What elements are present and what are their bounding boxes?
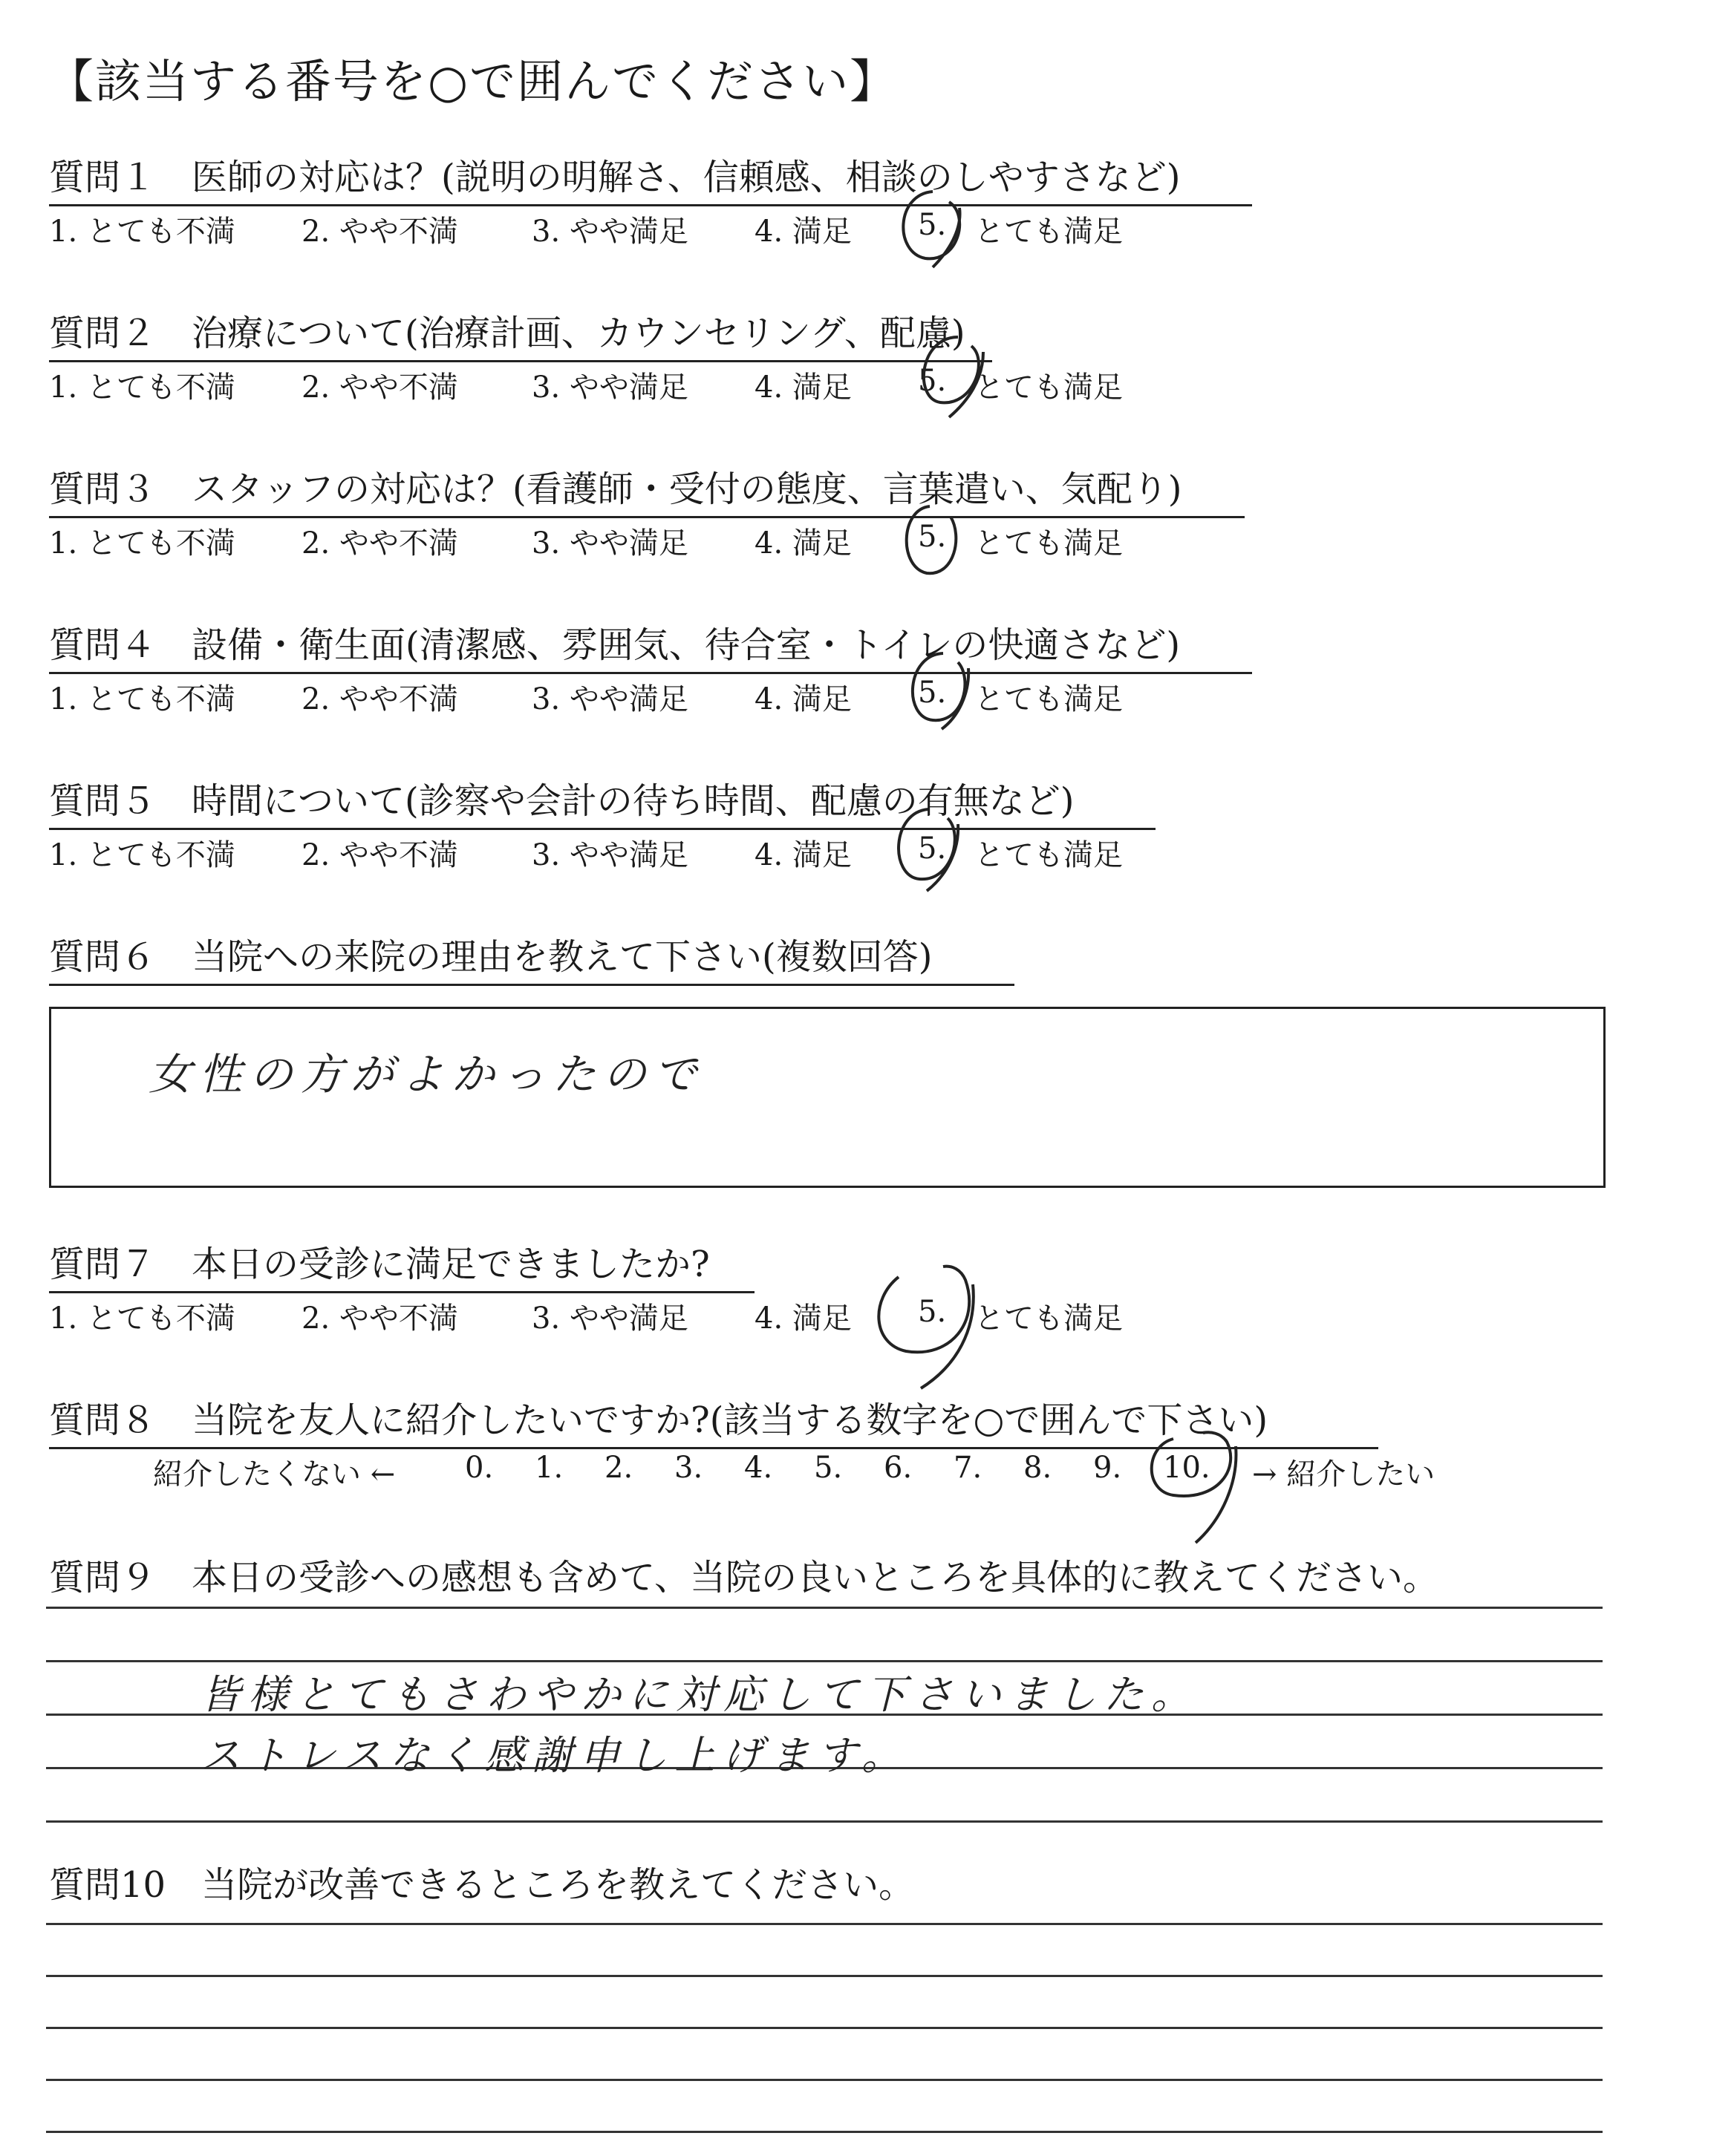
q8-option-6[interactable]: 6. xyxy=(884,1451,913,1485)
option-5-label: とても満足 xyxy=(974,370,1123,405)
q8-option-10[interactable]: 10. xyxy=(1163,1451,1210,1485)
q8-option-8[interactable]: 8. xyxy=(1023,1451,1052,1485)
option-2[interactable]: 2. やや不満 xyxy=(302,838,458,872)
answer-line xyxy=(46,2131,1603,2133)
q8-option-1[interactable]: 1. xyxy=(535,1451,564,1485)
option-3[interactable]: 3. やや満足 xyxy=(532,838,688,872)
q8-option-9[interactable]: 9. xyxy=(1093,1451,1122,1485)
option-5[interactable]: 5. xyxy=(918,364,947,398)
question-1-label: 質問１ 医師の対応は？(説明の明解さ、信頼感、相談のしやすさなど) xyxy=(49,148,1252,206)
q8-option-7[interactable]: 7. xyxy=(954,1451,982,1485)
option-4[interactable]: 4. 満足 xyxy=(755,1301,852,1336)
answer-circle-mark xyxy=(891,502,980,584)
option-5[interactable]: 5. xyxy=(918,520,947,554)
answer-line xyxy=(46,1820,1603,1823)
option-1[interactable]: 1. とても不満 xyxy=(49,526,235,561)
option-4[interactable]: 4. 満足 xyxy=(755,838,852,872)
option-5[interactable]: 5. xyxy=(918,208,947,242)
q8-option-5[interactable]: 5. xyxy=(814,1451,843,1485)
answer-line xyxy=(46,2079,1603,2081)
q8-right-label: → 紹介したい xyxy=(1252,1457,1435,1492)
question-10-label: 質問10 当院が改善できるところを教えてください。 xyxy=(49,1864,915,1906)
q9-handwritten-line-1: 皆様とてもさわやかに対応して下さいました。 xyxy=(201,1671,1199,1718)
question-4-label: 質問４ 設備・衛生面(清潔感、雰囲気、待合室・トイレの快適さなど) xyxy=(49,616,1252,674)
answer-line xyxy=(46,1660,1603,1662)
option-4[interactable]: 4. 満足 xyxy=(755,370,852,405)
option-2[interactable]: 2. やや不満 xyxy=(302,370,458,405)
q8-left-label: 紹介したくない ← xyxy=(153,1457,396,1492)
q8-option-4[interactable]: 4. xyxy=(744,1451,773,1485)
option-1[interactable]: 1. とても不満 xyxy=(49,215,235,249)
answer-circle-mark xyxy=(869,1255,1003,1403)
q8-option-2[interactable]: 2. xyxy=(604,1451,633,1485)
option-1[interactable]: 1. とても不満 xyxy=(49,1301,235,1336)
option-1[interactable]: 1. とても不満 xyxy=(49,370,235,405)
answer-line xyxy=(46,1607,1603,1609)
answer-circle-mark xyxy=(906,327,995,423)
q8-option-3[interactable]: 3. xyxy=(674,1451,703,1485)
option-5-label: とても満足 xyxy=(974,682,1123,716)
option-5-label: とても満足 xyxy=(974,838,1123,872)
option-5-label: とても満足 xyxy=(974,1301,1123,1336)
option-2[interactable]: 2. やや不満 xyxy=(302,1301,458,1336)
option-5[interactable]: 5. xyxy=(918,832,947,866)
q6-handwritten-answer: 女性の方がよかったので xyxy=(149,1049,705,1100)
answer-circle-mark xyxy=(888,186,977,275)
option-4[interactable]: 4. 満足 xyxy=(755,526,852,561)
option-4[interactable]: 4. 満足 xyxy=(755,682,852,716)
option-2[interactable]: 2. やや不満 xyxy=(302,215,458,249)
option-5-label: とても満足 xyxy=(974,526,1123,561)
option-3[interactable]: 3. やや満足 xyxy=(532,526,688,561)
option-1[interactable]: 1. とても不満 xyxy=(49,682,235,716)
option-3[interactable]: 3. やや満足 xyxy=(532,370,688,405)
question-5-label: 質問５ 時間について(診察や会計の待ち時間、配慮の有無など) xyxy=(49,772,1156,830)
answer-line xyxy=(46,2027,1603,2029)
question-7-label: 質問７ 本日の受診に満足できましたか? xyxy=(49,1235,755,1293)
option-2[interactable]: 2. やや不満 xyxy=(302,682,458,716)
option-5-label: とても満足 xyxy=(974,215,1123,249)
answer-line xyxy=(46,1975,1603,1977)
form-title: 【該当する番号を○で囲んでください】 xyxy=(48,54,898,108)
question-2-label: 質問２ 治療について(治療計画、カウンセリング、配慮) xyxy=(49,304,992,362)
option-2[interactable]: 2. やや不満 xyxy=(302,526,458,561)
question-3-label: 質問３ スタッフの対応は？(看護師・受付の態度、言葉遣い、気配り) xyxy=(49,460,1245,518)
answer-circle-mark xyxy=(881,802,977,898)
question-6-label: 質問６ 当院への来院の理由を教えて下さい(複数回答) xyxy=(49,928,1014,986)
question-9-label: 質問９ 本日の受診への感想も含めて、当院の良いところを具体的に教えてください。 xyxy=(49,1557,1439,1598)
option-1[interactable]: 1. とても不満 xyxy=(49,838,235,872)
option-3[interactable]: 3. やや満足 xyxy=(532,215,688,249)
answer-circle-mark xyxy=(1144,1424,1262,1558)
option-5[interactable]: 5. xyxy=(918,1295,947,1329)
q9-handwritten-line-2: ストレスなく感謝申し上げます。 xyxy=(201,1732,910,1779)
option-5[interactable]: 5. xyxy=(918,676,947,710)
answer-line xyxy=(46,1923,1603,1925)
answer-circle-mark xyxy=(896,646,985,735)
question-8-label: 質問８ 当院を友人に紹介したいですか?(該当する数字を○で囲んで下さい) xyxy=(49,1391,1378,1449)
option-4[interactable]: 4. 満足 xyxy=(755,215,852,249)
q8-option-0[interactable]: 0. xyxy=(465,1451,494,1485)
option-3[interactable]: 3. やや満足 xyxy=(532,1301,688,1336)
option-3[interactable]: 3. やや満足 xyxy=(532,682,688,716)
